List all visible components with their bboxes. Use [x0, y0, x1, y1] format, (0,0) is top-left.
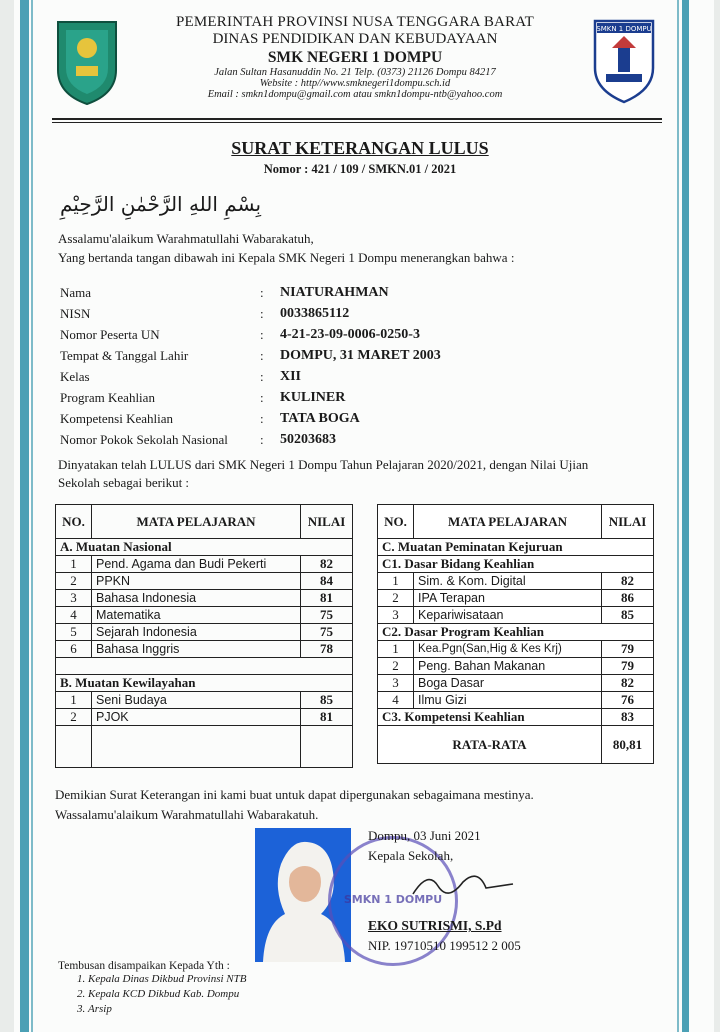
info-row: Kelas : XII [60, 368, 302, 384]
section-heading: C3. Kompetensi Keahlian [378, 709, 602, 726]
col-header-no: NO. [378, 505, 414, 539]
letterhead-address: Jalan Sultan Hasanuddin No. 21 Telp. (0373) 21126 Dompu 84217 [214, 67, 496, 78]
document-title: SURAT KETERANGAN LULUS [231, 138, 489, 158]
stamp-text: SMKN 1 DOMPU [343, 893, 443, 906]
row-subject: Sejarah Indonesia [92, 624, 301, 641]
sign-place-date: Dompu, 03 Juni 2021 [368, 828, 481, 843]
closing-line-1: Demikian Surat Keterangan ini kami buat untuk dapat dipergunakan sebagaimana mestinya. [55, 787, 534, 802]
tembusan-block [58, 960, 246, 1017]
school-logo-icon [592, 18, 656, 104]
row-no: 4 [378, 692, 414, 709]
table-row [56, 590, 353, 607]
letterhead-email: Email : smkn1dompu@gmail.com atau smkn1dompu-ntb@yahoo.com [207, 89, 503, 100]
table-row [56, 709, 353, 726]
table-row [378, 709, 654, 726]
school-logo-text: SMKN 1 DOMPU [596, 25, 652, 33]
row-score: 82 [602, 573, 654, 590]
statement-line-2: Sekolah sebagai berikut : [58, 475, 190, 490]
row-no: 4 [56, 607, 92, 624]
student-info [60, 282, 620, 450]
row-no: 3 [378, 607, 414, 624]
document-number: Nomor : 421 / 109 / SMKN.01 / 2021 [263, 162, 457, 176]
table-row [378, 590, 654, 607]
row-no: 2 [378, 658, 414, 675]
table-row [56, 641, 353, 658]
section-heading: B. Muatan Kewilayahan [56, 675, 353, 692]
row-score: 82 [602, 675, 654, 692]
row-score: 85 [602, 607, 654, 624]
row-score: 81 [301, 590, 353, 607]
col-header-no: NO. [56, 505, 92, 539]
info-value: 50203683 [280, 431, 336, 447]
average-row [378, 726, 654, 764]
tembusan-item: 3. Arsip [88, 1002, 246, 1017]
row-no: 1 [56, 692, 92, 709]
grades-table-left [55, 504, 353, 768]
info-label: Nomor Peserta UN [60, 326, 160, 342]
info-row: NISN : 0033865112 [60, 305, 350, 321]
info-value: TATA BOGA [280, 410, 360, 426]
grades-table-right [377, 504, 654, 764]
row-subject: PPKN [92, 573, 301, 590]
letterhead [120, 14, 590, 100]
average-value: 80,81 [602, 726, 654, 764]
info-row: Tempat & Tanggal Lahir : DOMPU, 31 MARET 2003 [60, 347, 441, 363]
table-row [378, 675, 654, 692]
row-subject: Pend. Agama dan Budi Pekerti [92, 556, 301, 573]
row-no: 1 [378, 641, 414, 658]
info-label: Nomor Pokok Sekolah Nasional [60, 431, 228, 447]
row-subject: Sim. & Kom. Digital [414, 573, 602, 590]
closing-text [55, 785, 534, 825]
row-subject: Bahasa Inggris [92, 641, 301, 658]
table-row [378, 658, 654, 675]
row-score: 83 [602, 709, 654, 726]
letterhead-province: PEMERINTAH PROVINSI NUSA TENGGARA BARAT [175, 14, 535, 30]
table-row [378, 692, 654, 709]
table-row [56, 607, 353, 624]
row-no: 1 [378, 573, 414, 590]
intro-text: Yang bertanda tangan dibawah ini Kepala SMK Negeri 1 Dompu menerangkan bahwa : [58, 250, 515, 265]
row-score: 81 [301, 709, 353, 726]
table-row [378, 573, 654, 590]
row-subject: IPA Terapan [414, 590, 602, 607]
province-emblem-icon [52, 18, 122, 106]
info-value: 0033865112 [280, 305, 350, 321]
row-subject: Matematika [92, 607, 301, 624]
row-subject: Peng. Bahan Makanan [414, 658, 602, 675]
table-header-row [56, 505, 353, 539]
header-rule [52, 118, 662, 120]
row-no: 1 [56, 556, 92, 573]
row-no: 2 [56, 573, 92, 590]
row-no: 2 [56, 709, 92, 726]
table-row [378, 641, 654, 658]
table-row [378, 607, 654, 624]
col-header-score: NILAI [301, 505, 353, 539]
section-heading: C2. Dasar Program Keahlian [378, 624, 654, 641]
table-header-row [378, 505, 654, 539]
table-row [56, 573, 353, 590]
row-subject: Ilmu Gizi [414, 692, 602, 709]
header-rule-thin [52, 122, 662, 123]
info-value: 4-21-23-09-0006-0250-3 [280, 326, 420, 342]
row-score: 79 [602, 658, 654, 675]
row-subject: Kepariwisataan [414, 607, 602, 624]
tembusan-item: 2. Kepala KCD Dikbud Kab. Dompu [88, 987, 246, 1002]
letterhead-school: SMK NEGERI 1 DOMPU [267, 49, 443, 66]
row-score: 75 [301, 607, 353, 624]
row-subject: Seni Budaya [92, 692, 301, 709]
row-score: 75 [301, 624, 353, 641]
sign-position: Kepala Sekolah, [368, 848, 454, 863]
letterhead-website: Website : http//www.smknegeri1dompu.sch.id [259, 78, 451, 89]
row-score: 85 [301, 692, 353, 709]
info-value: XII [280, 368, 302, 384]
closing-line-2: Wassalamu'alaikum Warahmatullahi Wabarakatuh. [55, 807, 319, 822]
average-label: RATA-RATA [378, 726, 602, 764]
empty-row [56, 726, 353, 768]
info-label: Program Keahlian [60, 389, 155, 405]
statement-line-1: Dinyatakan telah LULUS dari SMK Negeri 1 Dompu Tahun Pelajaran 2020/2021, dengan Nilai Ujian [58, 457, 589, 472]
signature-block [368, 826, 521, 956]
info-label: Tempat & Tanggal Lahir [60, 347, 189, 363]
info-label: Kompetensi Keahlian [60, 410, 173, 426]
row-no: 5 [56, 624, 92, 641]
table-row [56, 556, 353, 573]
principal-nip: NIP. 19710510 199512 2 005 [368, 938, 521, 953]
section-heading: C1. Dasar Bidang Keahlian [378, 556, 654, 573]
tembusan-title: Tembusan disampaikan Kepada Yth : [58, 960, 230, 972]
row-score: 84 [301, 573, 353, 590]
row-no: 6 [56, 641, 92, 658]
principal-name: EKO SUTRISMI, S.Pd [368, 918, 502, 933]
info-value: NIATURAHMAN [280, 284, 389, 300]
row-subject: Bahasa Indonesia [92, 590, 301, 607]
basmalah: بِسْمِ اللهِ الرَّحْمٰنِ الرَّحِيْمِ [60, 192, 262, 216]
tembusan-item: 1. Kepala Dinas Dikbud Provinsi NTB [88, 972, 246, 987]
row-no: 3 [56, 590, 92, 607]
row-subject: Kea.Pgn(San,Hig & Kes Krj) [414, 641, 602, 658]
section-heading: C. Muatan Peminatan Kejuruan [378, 539, 654, 556]
spacer-row [56, 658, 353, 675]
info-label: Nama [60, 284, 92, 300]
row-score: 78 [301, 641, 353, 658]
row-score: 76 [602, 692, 654, 709]
row-no: 3 [378, 675, 414, 692]
info-label: Kelas [60, 368, 90, 384]
info-value: DOMPU, 31 MARET 2003 [280, 347, 441, 363]
col-header-subject: MATA PELAJARAN [414, 505, 602, 539]
col-header-score: NILAI [602, 505, 654, 539]
info-row: Nomor Peserta UN : 4-21-23-09-0006-0250-3 [60, 326, 420, 342]
section-heading: A. Muatan Nasional [56, 539, 353, 556]
row-score: 86 [602, 590, 654, 607]
table-row [56, 624, 353, 641]
row-score: 82 [301, 556, 353, 573]
letterhead-department: DINAS PENDIDIKAN DAN KEBUDAYAAN [212, 31, 498, 47]
col-header-subject: MATA PELAJARAN [92, 505, 301, 539]
row-score: 79 [602, 641, 654, 658]
info-row: Nama : NIATURAHMAN [60, 284, 389, 300]
row-no: 2 [378, 590, 414, 607]
signature-scribble [408, 866, 518, 902]
info-value: KULINER [280, 389, 346, 405]
info-row: Nomor Pokok Sekolah Nasional : 50203683 [60, 431, 336, 447]
greeting: Assalamu'alaikum Warahmatullahi Wabarakatuh, [58, 231, 314, 246]
info-label: NISN [60, 305, 91, 321]
table-row [56, 692, 353, 709]
row-subject: Boga Dasar [414, 675, 602, 692]
row-subject: PJOK [92, 709, 301, 726]
info-row: Program Keahlian : KULINER [60, 389, 346, 405]
info-row: Kompetensi Keahlian : TATA BOGA [60, 410, 360, 426]
